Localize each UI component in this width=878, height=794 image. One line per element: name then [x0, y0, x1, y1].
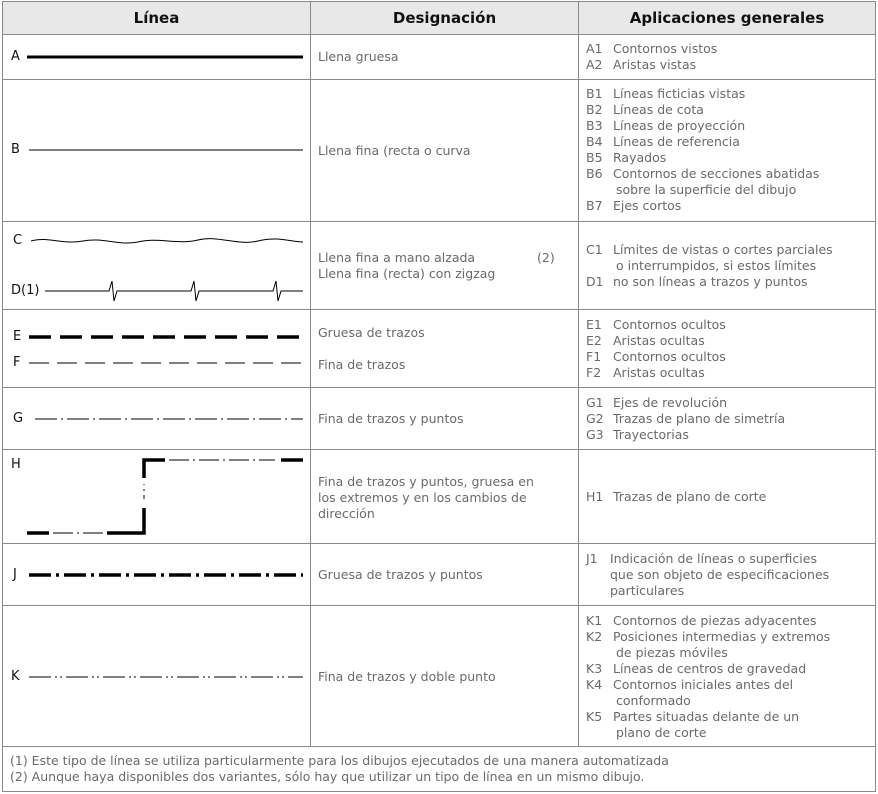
list-item: plano de corte: [616, 725, 707, 740]
table-row: [3, 80, 875, 222]
table-row: [3, 388, 875, 450]
list-item: A2 Aristas vistas: [586, 57, 697, 72]
list-item: A1 Contornos vistos: [586, 41, 718, 56]
designation-line: Llena fina (recta o curva: [318, 143, 471, 158]
line-sample-dash-double-dot: [3, 606, 311, 747]
designation: [318, 357, 572, 373]
list-item: J1 Indicación de líneas o superficies: [586, 551, 817, 566]
header-designacion: Designación: [311, 2, 579, 34]
designation: [318, 143, 572, 159]
list-item: K2 Posiciones intermedias y extremos: [586, 629, 831, 644]
applications-list: [586, 317, 871, 381]
line-letter: F: [13, 355, 21, 370]
designation-line: Fina de trazos y doble punto: [318, 669, 496, 684]
applications-list: [586, 613, 871, 741]
designation-line: Llena fina (recta) con zigzag: [318, 266, 496, 281]
line-letter: G: [13, 411, 24, 426]
list-item: B6 Contornos de secciones abatidas: [586, 166, 820, 181]
designation: [318, 411, 572, 427]
designation-line: Fina de trazos y puntos: [318, 411, 464, 426]
list-item: o interrumpidos, si estos límites: [616, 258, 817, 273]
line-sample-thin-continuous: [3, 80, 311, 222]
line-sample-thick-continuous: [3, 35, 311, 80]
list-item: B1 Líneas ficticias vistas: [586, 86, 746, 101]
designation-line: dirección: [318, 506, 375, 521]
line-sample-cell: [3, 544, 311, 605]
list-item: B5 Rayados: [586, 150, 667, 165]
applications-list: [586, 551, 871, 599]
footnote-marker: (2): [537, 250, 555, 265]
list-item: B2 Líneas de cota: [586, 102, 704, 117]
list-item: G3 Trayectorias: [586, 427, 689, 442]
list-item: particulares: [610, 583, 685, 598]
list-item: B7 Ejes cortos: [586, 198, 682, 213]
applications-list: [586, 41, 871, 73]
footnote: (2) Aunque haya disponibles dos variantes, sólo hay que utilizar un tipo de línea en un mismo dibujo.: [10, 769, 645, 784]
table-row: [3, 450, 875, 544]
designation: [318, 669, 572, 685]
line-sample-dashed: [3, 310, 311, 388]
line-letter: C: [13, 233, 23, 248]
line-sample-freehand-and-zigzag: [3, 222, 311, 310]
line-letter: B: [11, 142, 20, 157]
line-letter: D(1): [11, 283, 40, 298]
list-item: G1 Ejes de revolución: [586, 395, 728, 410]
line-sample-cell: [3, 80, 311, 221]
header-linea: Línea: [3, 2, 311, 34]
table-row: [3, 606, 875, 747]
list-item: F1 Contornos ocultos: [586, 349, 726, 364]
line-sample-cell: [3, 35, 311, 79]
line-sample-cell: [3, 450, 311, 543]
line-sample-cell: [3, 388, 311, 449]
list-item: de piezas móviles: [616, 645, 728, 660]
line-letter: H: [11, 457, 21, 472]
list-item: B4 Líneas de referencia: [586, 134, 740, 149]
applications-list: [586, 489, 871, 505]
table-row: [3, 35, 875, 80]
designation-line: Fina de trazos y puntos, gruesa en: [318, 474, 534, 489]
header-aplicaciones: Aplicaciones generales: [629, 9, 825, 27]
footnote: (1) Este tipo de línea se utiliza particularmente para los dibujos ejecutados de una manera automatizada: [10, 753, 669, 768]
list-item: K4 Contornos iniciales antes del: [586, 677, 794, 692]
applications-list: [586, 242, 871, 290]
header-row: [3, 2, 875, 35]
applications-list: [586, 395, 871, 443]
designation: [318, 567, 572, 583]
line-letter: E: [13, 329, 22, 344]
line-sample-cell: [3, 310, 311, 387]
line-sample-cell: [3, 222, 311, 309]
line-letter: J: [13, 567, 17, 582]
list-item: K1 Contornos de piezas adyacentes: [586, 613, 817, 628]
list-item: G2 Trazas de plano de simetría: [586, 411, 786, 426]
list-item: que son objeto de especificaciones: [610, 567, 830, 582]
footnotes: [3, 747, 875, 791]
designation: [318, 250, 572, 282]
designation-line: Llena gruesa: [318, 49, 399, 64]
line-sample-thick-dash-dot: [3, 544, 311, 606]
line-letter: K: [11, 669, 20, 684]
list-item: H1 Trazas de plano de corte: [586, 489, 767, 504]
list-item: B3 Líneas de proyección: [586, 118, 746, 133]
list-item: sobre la superficie del dibujo: [616, 182, 797, 197]
list-item: F2 Aristas ocultas: [586, 365, 705, 380]
designation: [318, 325, 572, 341]
list-item: D1 no son líneas a trazos y puntos: [586, 274, 808, 289]
list-item: E2 Aristas ocultas: [586, 333, 705, 348]
applications-list: [586, 86, 871, 214]
line-types-table: [2, 1, 876, 792]
line-sample-cutting-plane: [3, 450, 311, 544]
line-letter: A: [11, 49, 20, 64]
designation-line: Llena fina a mano alzada: [318, 250, 476, 265]
list-item: conformado: [616, 693, 691, 708]
table-row: [3, 222, 875, 310]
table-row: [3, 310, 875, 388]
designation: [318, 474, 572, 522]
line-sample-dash-dot: [3, 388, 311, 450]
list-item: E1 Contornos ocultos: [586, 317, 726, 332]
designation-line: Gruesa de trazos: [318, 325, 425, 340]
table-row: [3, 544, 875, 606]
list-item: K3 Líneas de centros de gravedad: [586, 661, 807, 676]
designation: [318, 49, 572, 65]
list-item: C1 Límites de vistas o cortes parciales: [586, 242, 833, 257]
list-item: K5 Partes situadas delante de un: [586, 709, 800, 724]
designation-line: Fina de trazos: [318, 357, 406, 372]
designation-line: Gruesa de trazos y puntos: [318, 567, 483, 582]
line-sample-cell: [3, 606, 311, 746]
designation-line: los extremos y en los cambios de: [318, 490, 527, 505]
